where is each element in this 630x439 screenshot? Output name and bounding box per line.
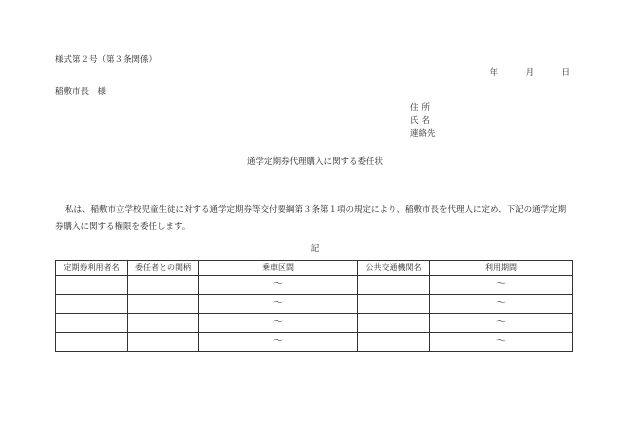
cell-relationship[interactable]: [128, 295, 199, 314]
header-user-name: 定期券利用者名: [56, 261, 128, 276]
date-line: [490, 69, 570, 78]
table-row: [56, 276, 573, 295]
cell-transport[interactable]: [358, 314, 430, 333]
cell-user-name[interactable]: [56, 333, 128, 352]
header-period: 利用期間: [430, 261, 573, 276]
cell-transport[interactable]: [358, 333, 430, 352]
ki-label: 記: [310, 244, 320, 254]
table-row: [56, 295, 573, 314]
cell-user-name[interactable]: [56, 314, 128, 333]
delegation-table: [55, 260, 573, 352]
cell-route[interactable]: 〜: [199, 295, 358, 314]
table-row: [56, 333, 573, 352]
date-month: 月: [525, 68, 535, 78]
cell-transport[interactable]: [358, 295, 430, 314]
date-year: 年: [489, 68, 499, 78]
cell-route[interactable]: 〜: [199, 314, 358, 333]
cell-relationship[interactable]: [128, 314, 199, 333]
table-header-row: [56, 261, 573, 276]
cell-transport[interactable]: [358, 276, 430, 295]
cell-user-name[interactable]: [56, 276, 128, 295]
cell-route[interactable]: 〜: [199, 276, 358, 295]
cell-user-name[interactable]: [56, 295, 128, 314]
cell-relationship[interactable]: [128, 276, 199, 295]
header-transport: 公共交通機関名: [358, 261, 430, 276]
document-title: 通学定期券代理購入に関する委任状: [246, 157, 383, 167]
cell-period[interactable]: 〜: [430, 276, 573, 295]
form-number: 様式第２号（第３条関係）: [55, 55, 158, 65]
cell-period[interactable]: 〜: [430, 295, 573, 314]
name-label: 氏名: [410, 116, 434, 126]
table-row: [56, 314, 573, 333]
date-day: 日: [561, 68, 570, 78]
header-route: 乗車区間: [199, 261, 358, 276]
contact-label: 連絡先: [410, 129, 436, 139]
addressee: 稲敷市長 様: [55, 87, 107, 97]
body-text: 私は、稲敷市立学校児童生徒に対する通学定期券等交付要綱第３条第１項の規定により、稲敷市長を代理人に定め、下記の通学定期券購入に関する権限を委任します。: [55, 205, 567, 232]
header-relationship: 委任者との関柄: [128, 261, 199, 276]
cell-period[interactable]: 〜: [430, 333, 573, 352]
address-label: 住所: [410, 103, 434, 113]
cell-period[interactable]: 〜: [430, 314, 573, 333]
cell-relationship[interactable]: [128, 333, 199, 352]
cell-route[interactable]: 〜: [199, 333, 358, 352]
